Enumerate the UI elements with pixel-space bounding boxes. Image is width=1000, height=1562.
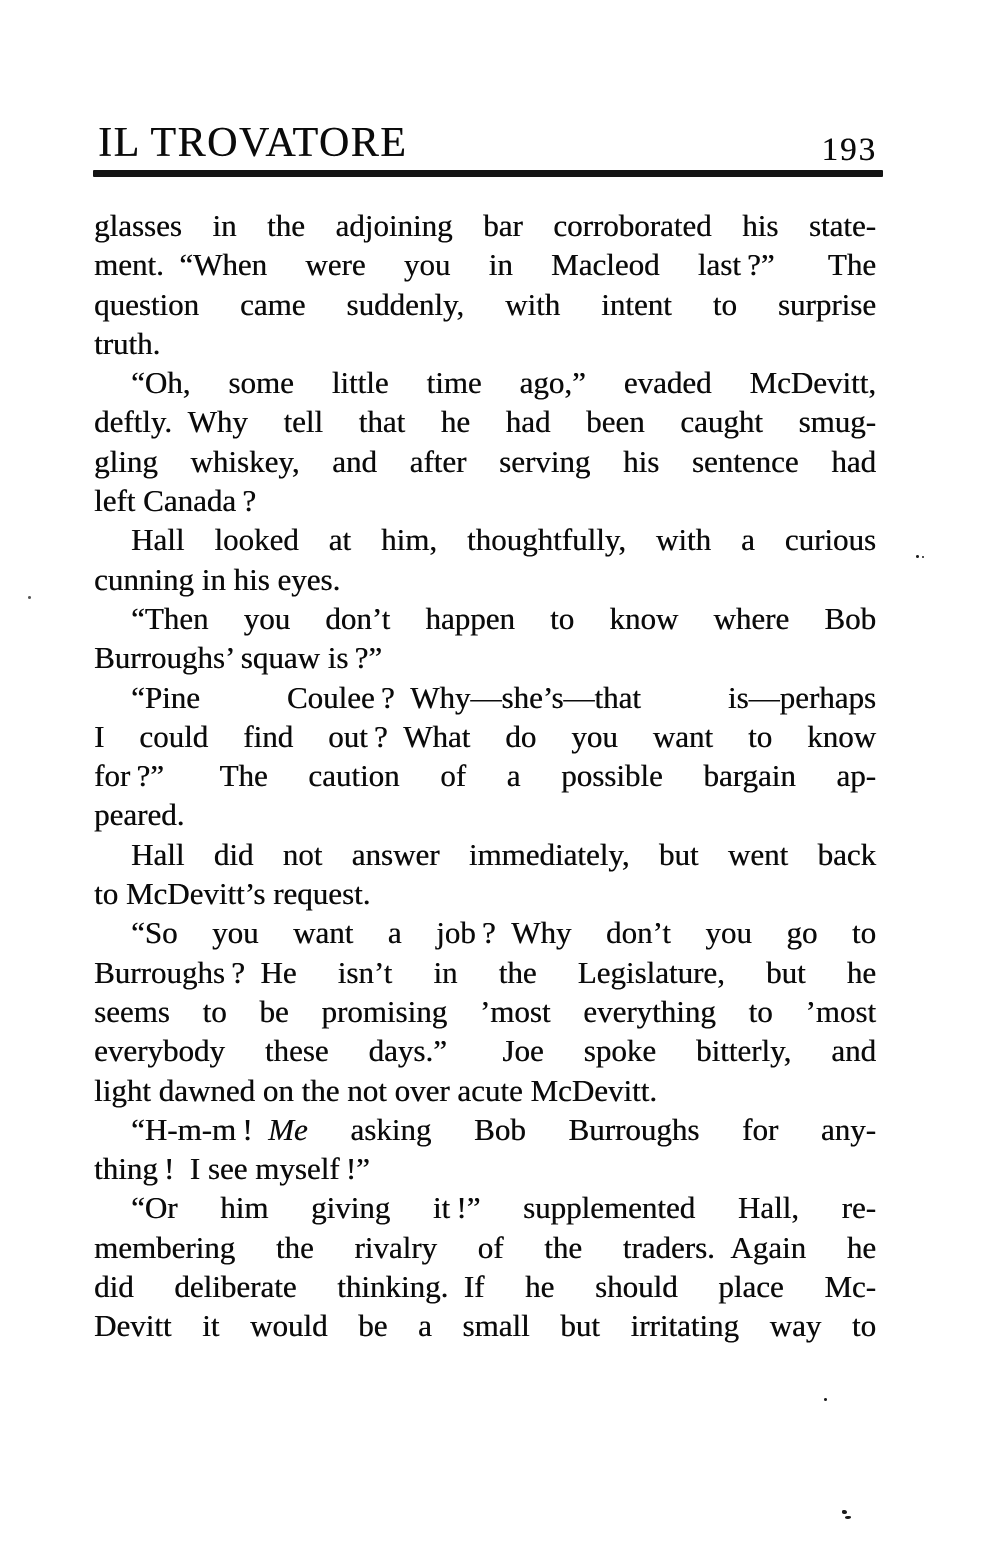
paragraph [94, 835, 876, 914]
running-header-title: IL TROVATORE [98, 120, 408, 166]
text-line: “So you want a job ? Why don’t you go to [131, 915, 876, 951]
paragraph [94, 363, 876, 520]
text-line: Burroughs’ squaw is ?” [94, 640, 383, 676]
text-line: cunning in his eyes. [94, 561, 341, 597]
scan-speck [916, 555, 919, 558]
paragraph [94, 913, 876, 1109]
text-line: membering the rivalry of the traders. Again he [94, 1229, 876, 1265]
text-line: gling whiskey, and after serving his sentence had [94, 443, 876, 479]
paragraph [94, 520, 876, 599]
text-line: Hall did not answer immediately, but went back [131, 836, 876, 872]
text-line: peared. [94, 797, 185, 833]
text-line: Hall looked at him, thoughtfully, with a curious [131, 522, 876, 558]
page-number: 193 [821, 132, 877, 168]
scan-speck [28, 596, 31, 599]
text-line: for ?” The caution of a possible bargain ap- [94, 758, 876, 794]
text-line: left Canada ? [94, 483, 256, 519]
paragraph [94, 1110, 876, 1189]
text-line: glasses in the adjoining bar corroborated his state- [94, 208, 876, 243]
text-line: deftly. Why tell that he had been caught smug- [94, 404, 876, 440]
scan-speck [845, 1516, 851, 1519]
text-line: did deliberate thinking. If he should place Mc- [94, 1269, 876, 1305]
text-line: “Oh, some little time ago,” evaded McDevitt, [131, 365, 876, 401]
header-rule [93, 170, 883, 177]
text-line [94, 1110, 876, 1149]
text-line: seems to be promising ’most everything to ’most [94, 993, 876, 1029]
text-line: “Or him giving it !” supplemented Hall, re- [131, 1190, 876, 1226]
text-line: everybody these days.” Joe spoke bitterly, and [94, 1033, 876, 1069]
paragraph [94, 206, 876, 363]
text-line: to McDevitt’s request. [94, 876, 371, 912]
text-line: truth. [94, 325, 161, 361]
text-line: I could find out ? What do you want to know [94, 718, 876, 754]
text-line: thing ! I see myself !” [94, 1151, 370, 1187]
text-segment: asking Bob Burroughs for any- [307, 1111, 876, 1147]
scan-speck [842, 1510, 847, 1514]
scan-speck [922, 556, 924, 558]
text-line: light dawned on the not over acute McDevitt. [94, 1072, 658, 1108]
paragraph [94, 599, 876, 678]
text-line: Devitt it would be a small but irritating way to [94, 1308, 876, 1344]
text-line: ment. “When were you in Macleod last ?” The [94, 247, 876, 283]
text-line: “Then you don’t happen to know where Bob [131, 600, 876, 636]
paragraph [94, 1188, 876, 1345]
italic-text: Me [268, 1111, 308, 1147]
body-text [94, 206, 876, 1346]
text-line: Burroughs ? He isn’t in the Legislature, but he [94, 954, 876, 990]
text-segment: “H-m-m ! [131, 1111, 269, 1147]
scan-speck [824, 1398, 827, 1401]
text-line: “Pine Coulee ? Why—she’s—that is—perhaps [131, 679, 876, 715]
paragraph [94, 678, 876, 835]
text-line: question came suddenly, with intent to surprise [94, 286, 876, 322]
